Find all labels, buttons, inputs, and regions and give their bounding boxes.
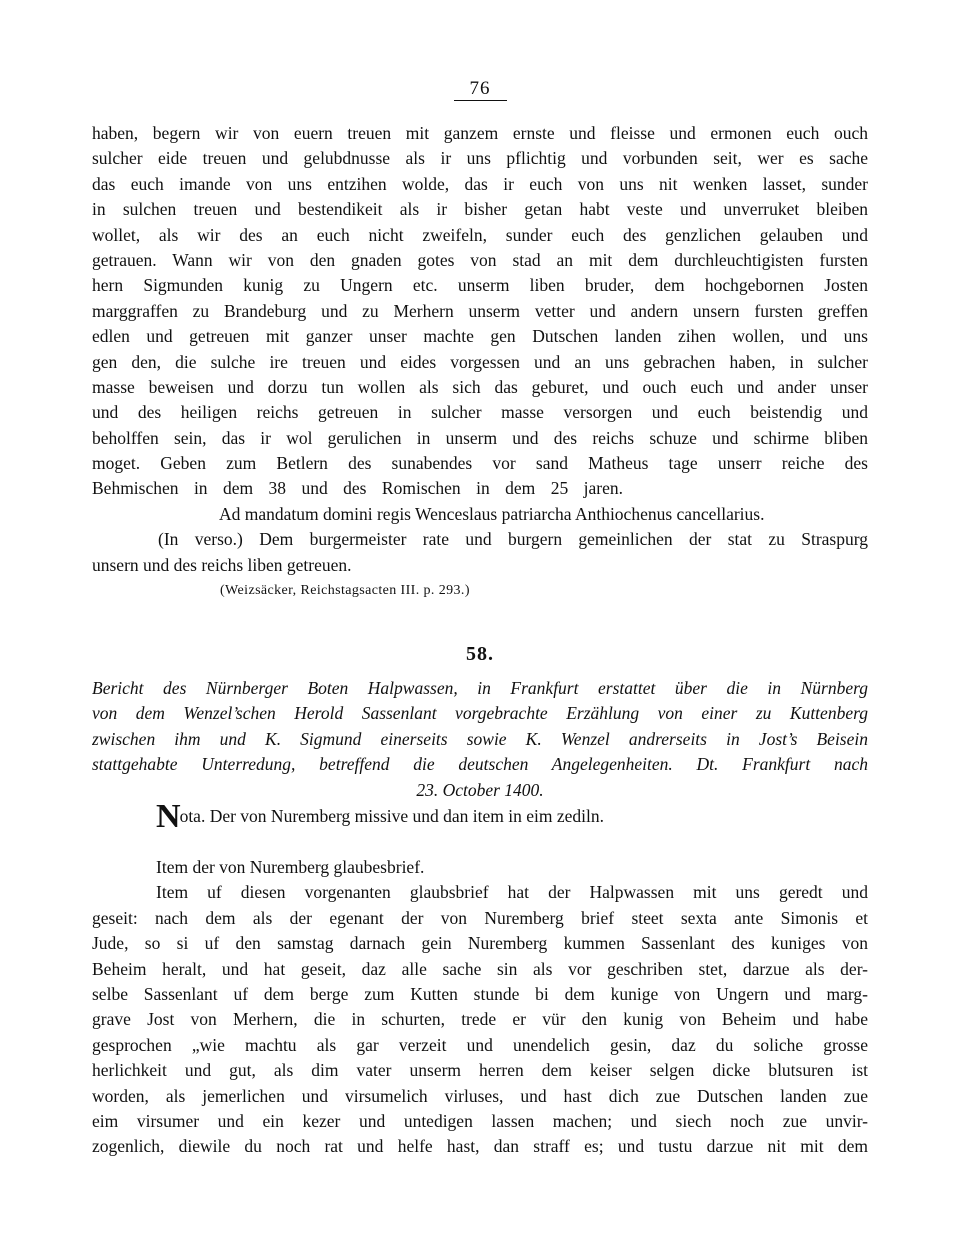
- text-line: haben, begern wir von euern treuen mit ganzem ernste und fleisse und ermonen euch ouch: [92, 123, 868, 143]
- page-number-area: [92, 79, 868, 101]
- drop-cap-initial: N: [156, 804, 180, 830]
- report-body-text: [92, 855, 868, 1160]
- text-line: getrauen. Wann wir von den gnaden gotes von stad an mit dem durchleuchtigisten fursten: [92, 249, 868, 270]
- text-line: worden, als jemerlichen und virsumelich virluses, und hast dich zue Dutschen landen zue: [92, 1085, 868, 1106]
- nota-first-line-text: ota. Der von Nuremberg missive und dan item in eim zediln.: [179, 806, 605, 826]
- heading-line: Bericht des Nürnberger Boten Halpwassen, in Frankfurt erstattet über die in Nürnberg: [92, 678, 868, 698]
- nota-line: [92, 804, 868, 829]
- page-number: 76: [454, 79, 507, 101]
- nota-paragraph: [92, 804, 868, 829]
- text-line: moget. Geben zum Betlern des sunabendes vor sand Matheus tage unserr reiche des: [92, 453, 868, 474]
- document-heading: [92, 676, 868, 803]
- text-line: Item uf diesen vorgenanten glaubsbrief hat der Halpwassen mit uns geredt und: [156, 882, 868, 903]
- text-line: herlichkeit und gut, als dim vater unserm herren dem keiser selgen dicke blutsuren ist: [92, 1060, 868, 1081]
- text-line: Behmischen in dem 38 und des Romischen in dem 25 jaren.: [92, 478, 623, 499]
- heading-line: stattgehabte Unterredung, betreffend die deutschen Angelegenheiten. Dt. Frankfurt nach: [92, 754, 868, 775]
- text-line: edlen und getreuen mit ganzer unser machte gen Dutschen landen zihen wollen, und uns: [92, 326, 868, 347]
- verso-line: unsern und des reichs liben getreuen.: [92, 554, 352, 575]
- book-page: [92, 0, 868, 1236]
- text-line: zogenlich, diewile du noch rat und helfe hast, dan straff es; und tustu darzue nit mit dem: [92, 1136, 868, 1157]
- text-line: gen den, die sulche ire treuen und eides vorgessen und an uns gebrachen haben, in sulcher: [92, 351, 868, 372]
- closing-formula: Ad mandatum domini regis Wenceslaus patriarcha Anthiochenus cancellarius.: [219, 503, 765, 524]
- verso-line: (In verso.) Dem burgermeister rate und burgern gemeinlichen der stat zu Straspurg: [158, 529, 868, 550]
- text-line: wollet, als wir des an euch nicht zweifeln, sunder euch des genzlichen gelauben und: [92, 224, 868, 245]
- text-line: masse beweisen und dorzu tun wollen als sich das geburet, und ouch euch und ander unser: [92, 376, 868, 397]
- text-line: Jude, so si uf den samstag darnach gein Nuremberg kummen Sassenlant des kuniges von: [92, 933, 868, 954]
- text-line: Beheim heralt, und hat geseit, daz alle sache sin als vor geschriben stet, darzue als der-: [92, 958, 868, 979]
- text-line: selbe Sassenlant uf dem berge zum Kutten stunde bi dem kunige von Ungern und marg-: [92, 983, 868, 1004]
- heading-line: von dem Wenzel’schen Herold Sassenlant vorgebrachte Erzählung von einer zu Kuttenberg: [92, 703, 868, 724]
- text-line: gesprochen „wie machtu als gar verzeit und unendelich gesin, daz du soliche grosse: [92, 1034, 868, 1055]
- document-number: 58.: [466, 643, 494, 665]
- upper-letter-text: [92, 121, 868, 578]
- text-line: geseit: nach dem als der egenant der von Nuremberg brief steet sexta ante Simonis et: [92, 907, 868, 928]
- text-line: Item der von Nuremberg glaubesbrief.: [156, 857, 425, 877]
- text-line: in sulchen treuen und bestendikeit als ir bisher getan habt veste und unverruket bleiben: [92, 199, 868, 220]
- text-line: eim virsumer und ein kezer und untedigen lassen machen; und siech noch zue unvir-: [92, 1110, 868, 1131]
- text-line: grave Jost von Merhern, die in schurten, trede er vür den kunig von Beheim und habe: [92, 1009, 868, 1030]
- text-line: marggraffen zu Brandeburg und zu Merhern unserm vetter und andern unsern fursten greffen: [92, 300, 868, 321]
- text-line: beholffen sein, das ir wol gerulichen in unserm und des reichs schuze und schirme bliben: [92, 427, 868, 448]
- heading-line: 23. October 1400.: [416, 779, 544, 800]
- heading-line: zwischen ihm und K. Sigmund einerseits sowie K. Wenzel andrerseits in Jost’s Beisein: [92, 728, 868, 749]
- source-citation: (Weizsäcker, Reichstagsacten III. p. 293.): [220, 583, 470, 598]
- text-line: sulcher eide treuen und gelubdnusse als ir uns pflichtig und vorbunden seit, wer es sache: [92, 148, 868, 169]
- text-line: das euch imande von uns entzihen wolde, das ir euch von uns nit wenken lasset, sunder: [92, 173, 868, 194]
- text-line: hern Sigmunden kunig zu Ungern etc. unserm liben bruder, dem hochgebornen Josten: [92, 275, 868, 296]
- text-line: und des heiligen reichs getreuen in sulcher masse versorgen und euch beistendig und: [92, 402, 868, 423]
